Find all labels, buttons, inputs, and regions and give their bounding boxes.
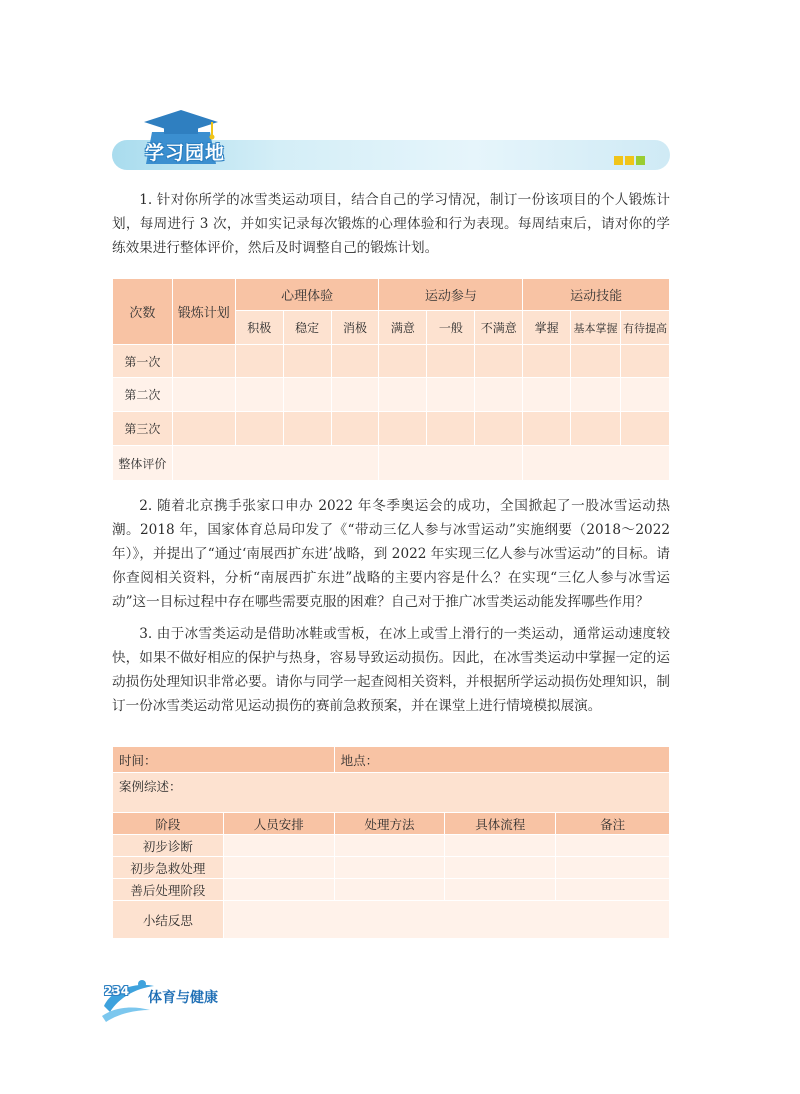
case-summary-label: 案例综述： xyxy=(113,773,670,813)
row-label: 第一次 xyxy=(113,345,173,378)
table-row xyxy=(113,857,670,879)
group-header-psych: 心理体验 xyxy=(235,279,379,311)
col-plan-header: 锻炼计划 xyxy=(172,279,235,345)
column-header: 备注 xyxy=(556,813,670,835)
column-header: 具体流程 xyxy=(445,813,556,835)
decorative-dots xyxy=(614,150,647,169)
reflection-label: 小结反思 xyxy=(113,901,224,939)
stage-label: 初步急救处理 xyxy=(113,857,224,879)
subheader: 基本掌握 xyxy=(571,311,621,345)
dot-icon xyxy=(614,156,623,165)
dot-icon xyxy=(636,156,645,165)
table-row xyxy=(113,446,670,481)
table-row xyxy=(113,835,670,857)
subheader: 消极 xyxy=(331,311,379,345)
question-1: 1. 针对你所学的冰雪类运动项目，结合自己的学习情况，制订一份该项目的个人锻炼计划，每周进行 3 次，并如实记录每次锻炼的心理体验和行为表现。每周结束后，请对你的学练效果进行整体评价，然后及时调整自己的锻炼计划。 xyxy=(112,192,670,256)
subheader: 积极 xyxy=(235,311,283,345)
table-row xyxy=(113,345,670,378)
subheader: 一般 xyxy=(427,311,475,345)
col-count-header: 次数 xyxy=(113,279,173,345)
page-number: 234 xyxy=(104,984,130,998)
question-2: 2. 随着北京携手张家口申办 2022 年冬季奥运会的成功，全国掀起了一股冰雪运动热潮。2018 年，国家体育总局印发了《“带动三亿人参与冰雪运动”实施纲要（2018～2022 年）》，并提出了“通过‘南展西扩东进’战略，到 2022 年实现三亿人参与冰雪运动”的目标。请你查阅相关资料，分析“南展西扩东进”战略的主要内容是什么？在实现“三亿人参与冰雪运动”这一目标过程中存在哪些需要克服的困难？自己对于推广冰雪类运动能发挥哪些作用？ xyxy=(112,498,670,610)
stage-header: 阶段 xyxy=(113,813,224,835)
table-row xyxy=(113,378,670,412)
row-label: 第二次 xyxy=(113,378,173,412)
group-header-skill: 运动技能 xyxy=(523,279,670,311)
subheader: 满意 xyxy=(379,311,427,345)
subheader: 稳定 xyxy=(283,311,331,345)
table-row xyxy=(113,879,670,901)
dot-icon xyxy=(625,156,634,165)
subheader: 有待提高 xyxy=(621,311,670,345)
time-label: 时间： xyxy=(113,747,335,773)
place-label: 地点： xyxy=(334,747,669,773)
stage-label: 初步诊断 xyxy=(113,835,224,857)
column-header: 人员安排 xyxy=(223,813,334,835)
first-aid-plan-table xyxy=(112,746,670,939)
table-row xyxy=(113,412,670,446)
subheader: 掌握 xyxy=(523,311,571,345)
stage-label: 善后处理阶段 xyxy=(113,879,224,901)
section-title: 学习园地 xyxy=(145,142,226,164)
summary-row-label: 整体评价 xyxy=(113,446,173,481)
subheader: 不满意 xyxy=(475,311,523,345)
group-header-participation: 运动参与 xyxy=(379,279,523,311)
row-label: 第三次 xyxy=(113,412,173,446)
book-title: 体育与健康 xyxy=(148,990,218,1006)
question-3: 3. 由于冰雪类运动是借助冰鞋或雪板，在冰上或雪上滑行的一类运动，通常运动速度较快，如果不做好相应的保护与热身，容易导致运动损伤。因此，在冰雪类运动中掌握一定的运动损伤处理知识非常必要。请你与同学一起查阅相关资料，并根据所学运动损伤处理知识，制订一份冰雪类运动常见运动损伤的赛前急救预案，并在课堂上进行情境模拟展演。 xyxy=(112,626,670,714)
exercise-record-table xyxy=(112,278,670,481)
column-header: 处理方法 xyxy=(334,813,445,835)
table-row xyxy=(113,901,670,939)
